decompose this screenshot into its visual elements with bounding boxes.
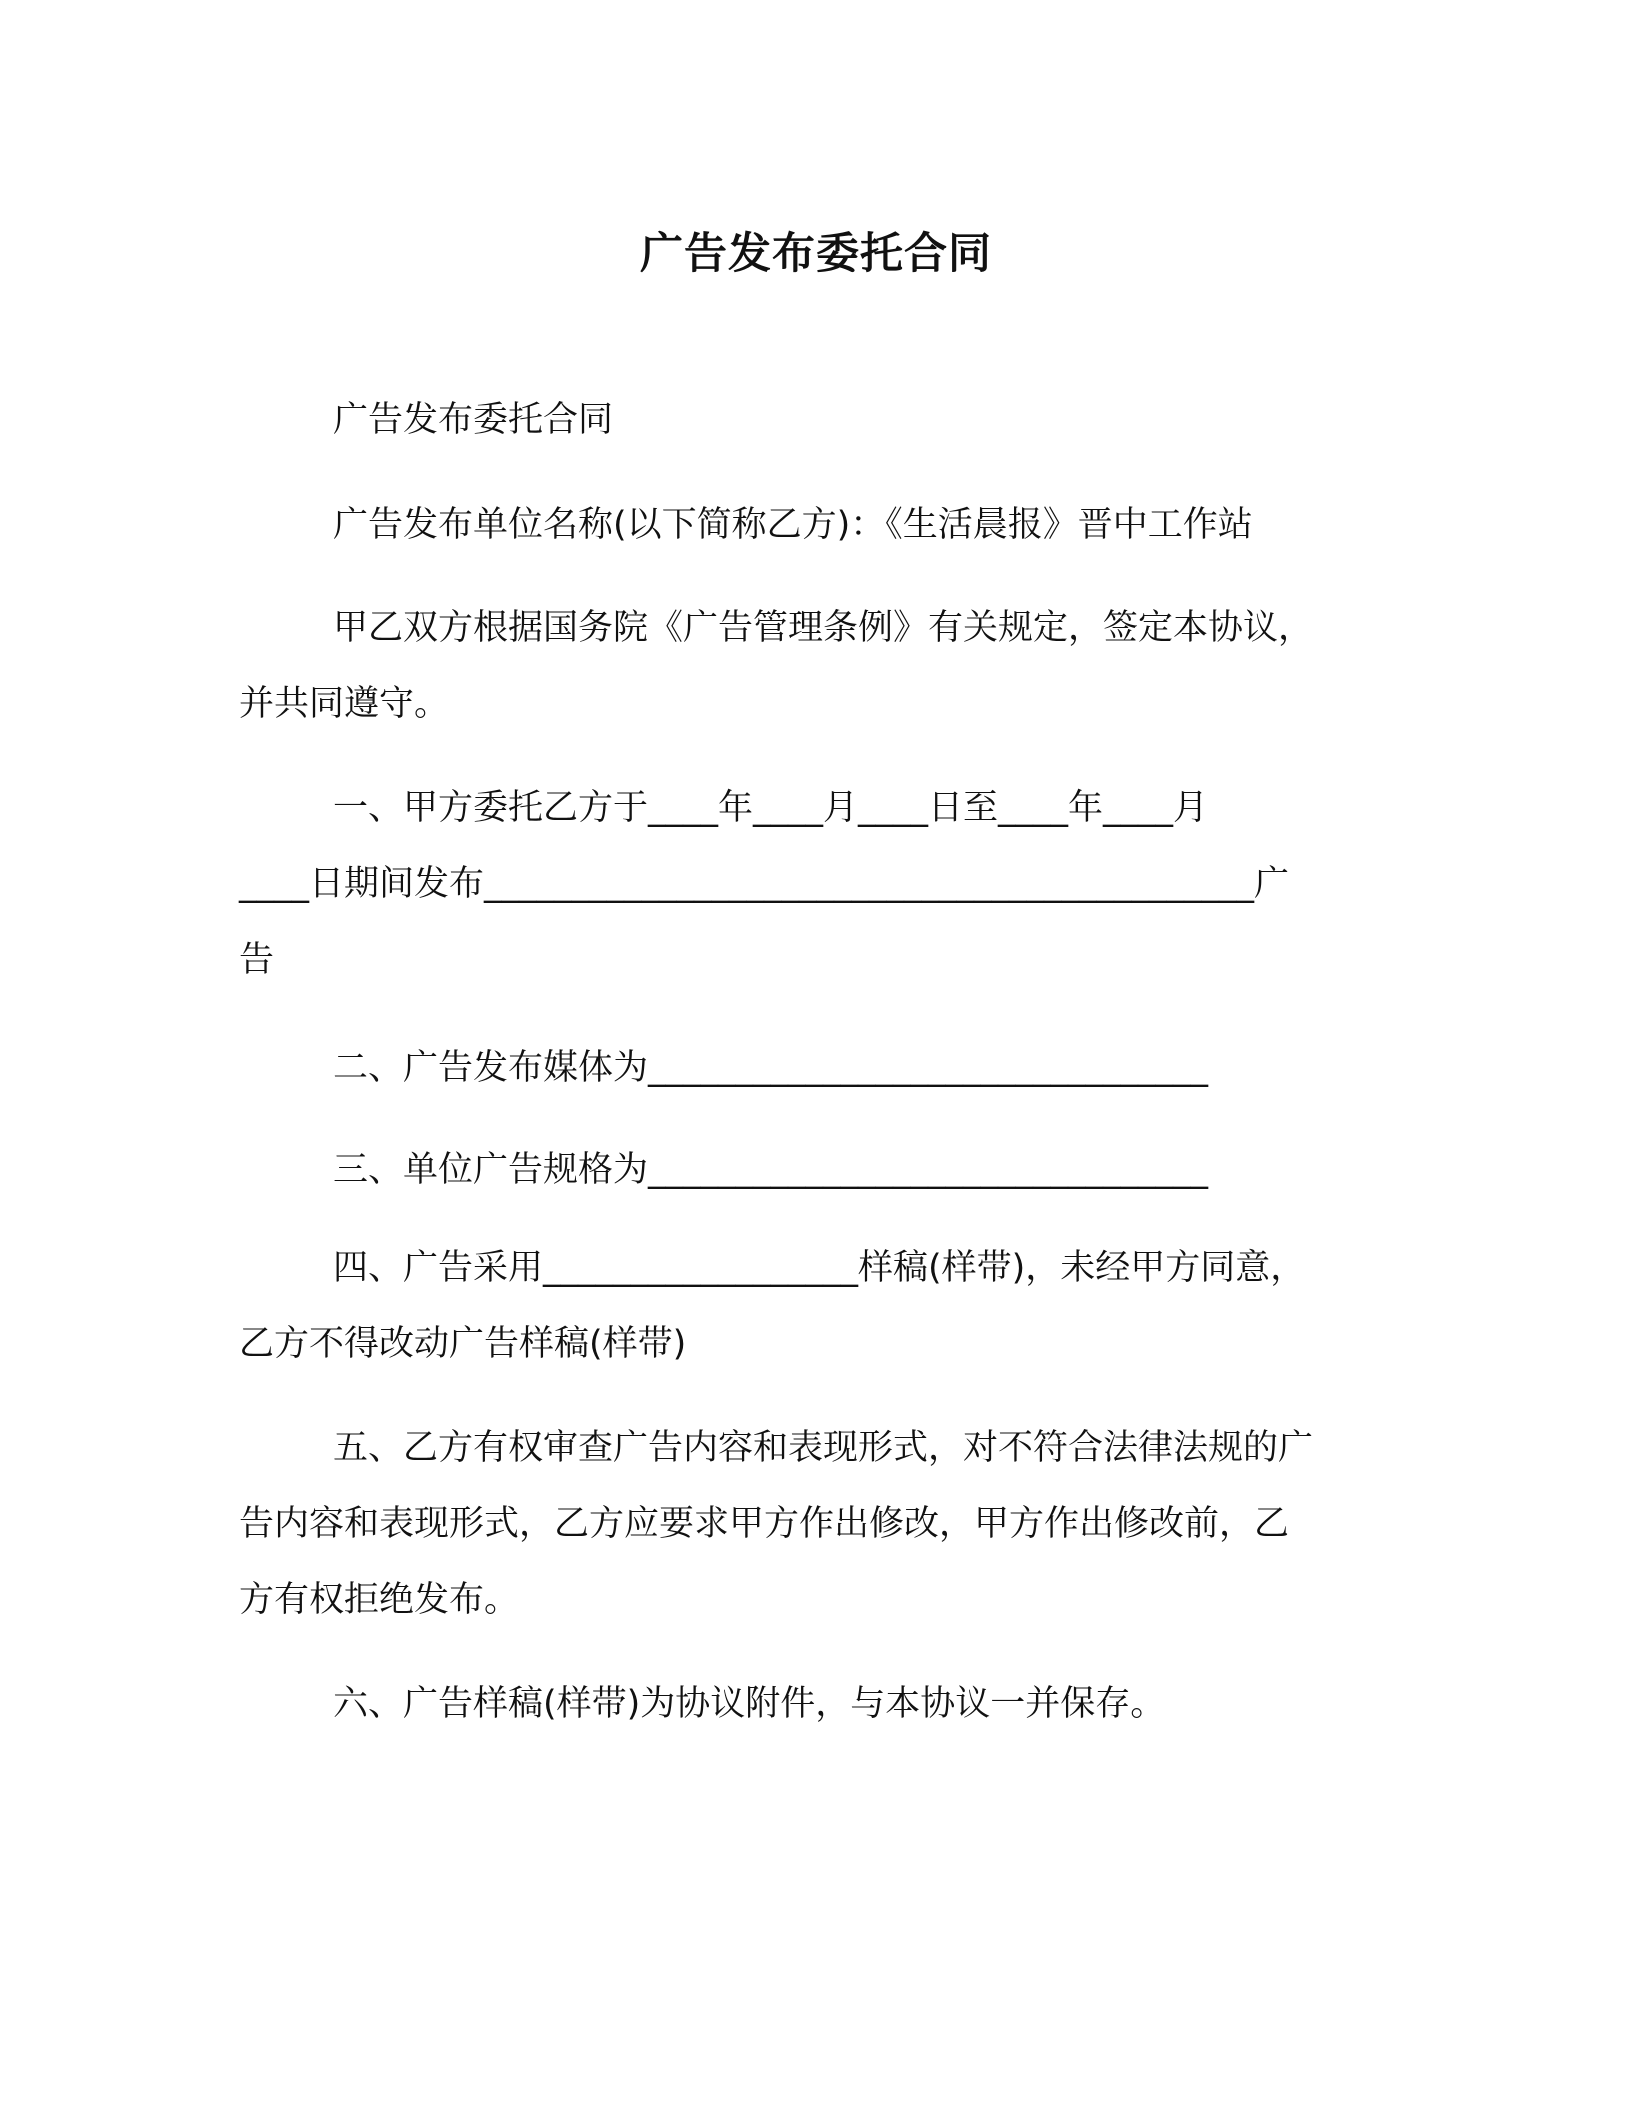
clause-2-line: 二、广告发布媒体为________________________________: [333, 1048, 1209, 1088]
clause-1-line-1: 一、甲方委托乙方于____年____月____日至____年____月: [333, 788, 1209, 828]
clause-4-line-1: 四、广告采用__________________样稿(样带)，未经甲方同意，: [333, 1248, 1306, 1288]
document-title: 广告发布委托合同: [640, 229, 992, 279]
clause-1-line-2: ____日期间发布____________________________________________广: [239, 864, 1290, 904]
clause-5-line-1: 五、乙方有权审查广告内容和表现形式，对不符合法律法规的广: [333, 1428, 1314, 1468]
clause-4-line-2: 乙方不得改动广告样稿(样带): [239, 1324, 687, 1364]
publisher-line: 广告发布单位名称(以下简称乙方)：《生活晨报》晋中工作站: [333, 505, 1253, 545]
clause-5-line-3: 方有权拒绝发布。: [239, 1580, 520, 1620]
clause-5-line-2: 告内容和表现形式，乙方应要求甲方作出修改，甲方作出修改前，乙: [239, 1504, 1290, 1544]
clause-3-line: 三、单位广告规格为________________________________: [333, 1150, 1209, 1190]
preamble-line-2: 并共同遵守。: [239, 684, 450, 724]
preamble-line-1: 甲乙双方根据国务院《广告管理条例》有关规定，签定本协议，: [333, 608, 1314, 648]
clause-1-line-3: 告: [239, 940, 275, 980]
subtitle-line: 广告发布委托合同: [333, 400, 614, 440]
clause-6-line: 六、广告样稿(样带)为协议附件，与本协议一并保存。: [333, 1684, 1166, 1724]
